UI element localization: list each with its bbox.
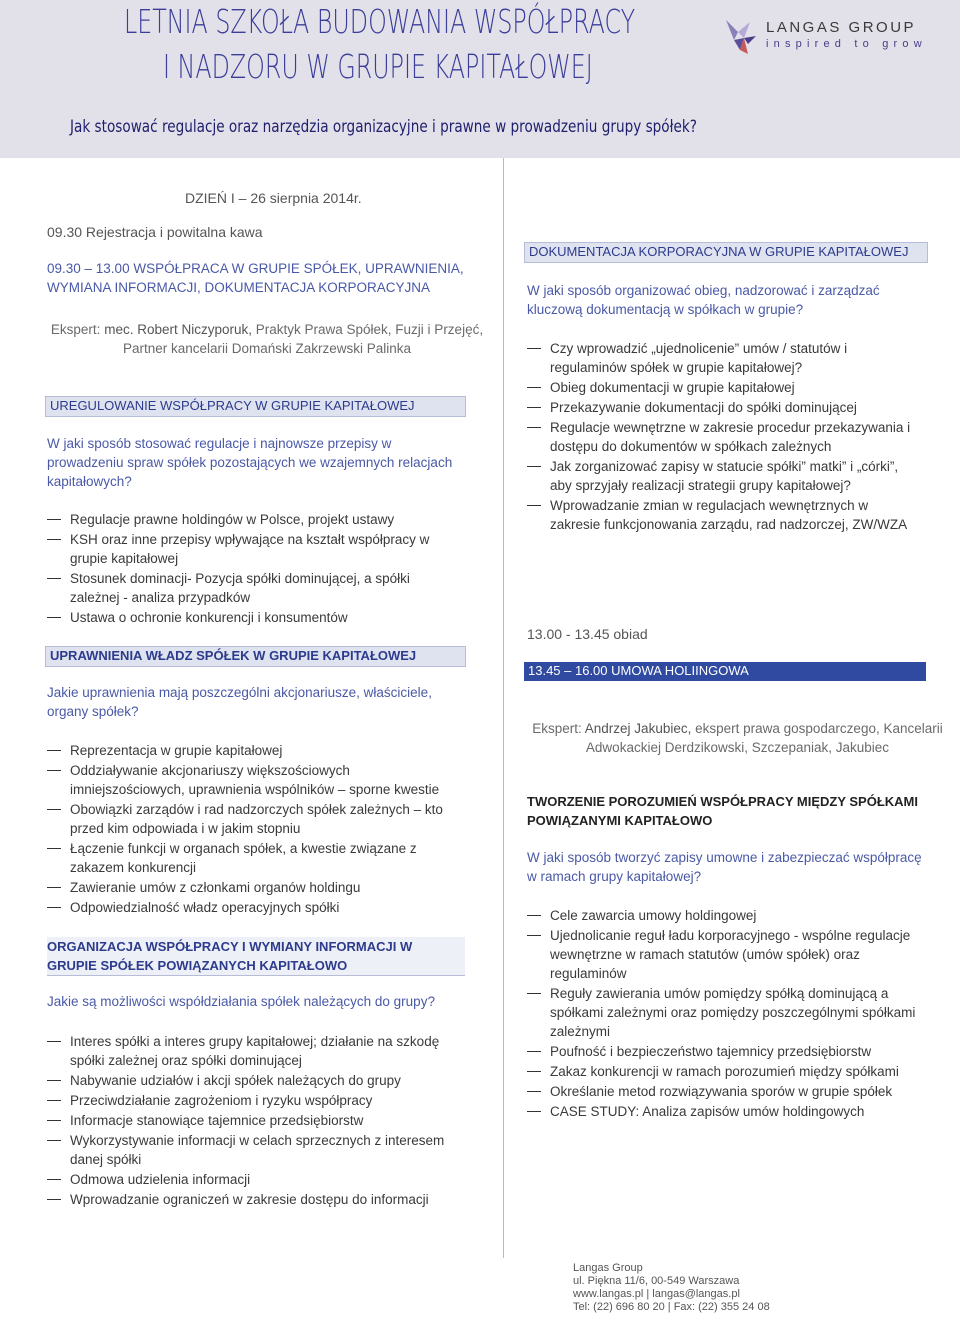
expert-two-name: Andrzej Jakubiec,: [584, 721, 692, 736]
list-item: Ustawa o ochronie konkurencji i konsumentów: [47, 608, 457, 627]
treaty-heading: TWORZENIE POROZUMIEŃ WSPÓŁPRACY MIĘDZY SPÓŁKAMI POWIĄZANYMI KAPITAŁOWO: [527, 794, 918, 828]
list-item: Czy wprowadzić „ujednolicenie” umów / statutów i regulaminów spółek w grupie kapitałowej?: [527, 339, 912, 377]
list-item: Wykorzystywanie informacji w celach sprzecznych z interesem danej spółki: [47, 1131, 467, 1169]
section-question: Jakie są możliwości współdziałania spółek należących do grupy?: [47, 994, 435, 1009]
section-three-list: [47, 1032, 467, 1210]
footer-address: ul. Piękna 11/6, 00-549 Warszawa: [573, 1275, 740, 1287]
treaty-list: [527, 906, 927, 1122]
expert-two-label: Ekspert:: [532, 721, 582, 736]
section-question: W jaki sposób stosować regulacje i najnowsze przepisy w prowadzeniu spraw spółek pozostających we wzajemnych relacjach kapitałowych?: [47, 436, 453, 489]
section-heading-bar: [45, 646, 466, 667]
expert-one-desc: Praktyk Prawa Spółek, Fuzji i Przejęć, Partner kancelarii Domański Zakrzewski Palinka: [122, 322, 484, 356]
section-heading: ORGANIZACJA WSPÓŁPRACY I WYMIANY INFORMACJI W GRUPIE SPÓŁEK POWIĄZANYCH KAPITAŁOWO: [47, 937, 465, 976]
list-item: Zawieranie umów z członkami organów holdingu: [47, 878, 457, 897]
expert-one: [47, 320, 487, 358]
session-two-title: 13.45 – 16.00 UMOWA HOLIINGOWA: [528, 663, 749, 678]
page-title-line1: LETNIA SZKOŁA BUDOWANIA WSPÓŁPRACY: [124, 2, 636, 41]
list-item: Przekazywanie dokumentacji do spółki dominującej: [527, 398, 912, 417]
logo-name: LANGAS GROUP: [766, 19, 917, 36]
footer-phone: Tel: (22) 696 80 20 | Fax: (22) 355 24 08: [573, 1301, 770, 1313]
list-item: KSH oraz inne przepisy wpływające na kształt współpracy w grupie kapitałowej: [47, 530, 457, 568]
list-item: Stosunek dominacji- Pozycja spółki dominującej, a spółki zależnej - analiza przypadków: [47, 569, 457, 607]
lunch-label: 13.00 - 13.45 obiad: [527, 626, 648, 642]
expert-two: [520, 719, 955, 757]
list-item: Reprezentacja w grupie kapitałowej: [47, 741, 457, 760]
list-item: Ujednolicanie reguł ładu korporacyjnego - wspólne regulacje wewnętrzne w ramach statutów (umów spółek) oraz regulaminów: [527, 926, 927, 983]
list-item: Obowiązki zarządów i rad nadzorczych spółek zależnych – kto przed kim odpowiada i w jakim stopniu: [47, 800, 457, 838]
section-one-list: [47, 510, 457, 628]
list-item: Łączenie funkcji w organach spółek, a kwestie związane z zakazem konkurencji: [47, 839, 457, 877]
list-item: Wprowadzanie ograniczeń w zakresie dostępu do informacji: [47, 1190, 467, 1209]
page-title-line2: I NADZORU W GRUPIE KAPITAŁOWEJ: [163, 47, 593, 86]
list-item: Cele zawarcia umowy holdingowej: [527, 906, 927, 925]
logo: [722, 14, 927, 60]
doc-list: [527, 339, 912, 535]
session-one: [47, 259, 487, 297]
registration-label: 09.30 Rejestracja i powitalna kawa: [47, 224, 263, 240]
section-heading-bar: [45, 396, 466, 417]
list-item: Odmowa udzielenia informacji: [47, 1170, 467, 1189]
list-item: Przeciwdziałanie zagrożeniom i ryzyku współpracy: [47, 1091, 467, 1110]
list-item: Nabywanie udziałów i akcji spółek należących do grupy: [47, 1071, 467, 1090]
section-two-list: [47, 741, 457, 918]
logo-tagline: inspired to grow: [766, 38, 927, 50]
doc-heading-bar: [524, 242, 928, 263]
hummingbird-icon: [722, 14, 760, 60]
section-heading: UPRAWNIENIA WŁADZ SPÓŁEK W GRUPIE KAPITAŁOWEJ: [50, 648, 417, 663]
list-item: Obieg dokumentacji w grupie kapitałowej: [527, 378, 912, 397]
header-banner: [0, 0, 960, 158]
list-item: Regulacje wewnętrzne w zakresie procedur przekazywania i dostępu do dokumentów w spółkach zależnych: [527, 418, 912, 456]
list-item: Poufność i bezpieczeństwo tajemnicy przedsiębiorstw: [527, 1042, 927, 1061]
doc-question: W jaki sposób organizować obieg, nadzorować i zarządzać kluczową dokumentacją w spółkach w grupie?: [527, 283, 880, 317]
list-item: CASE STUDY: Analiza zapisów umów holdingowych: [527, 1102, 927, 1121]
session-one-title: WSPÓŁPRACA W GRUPIE SPÓŁEK, UPRAWNIENIA, WYMIANA INFORMACJI, DOKUMENTACJA KORPORACYJNA: [47, 261, 464, 295]
list-item: Regulacje prawne holdingów w Polsce, projekt ustawy: [47, 510, 457, 529]
list-item: Wprowadzanie zmian w regulacjach wewnętrznych w zakresie funkcjonowania zarządu, rad nadzorczej, ZW/WZA: [527, 496, 912, 534]
footer-company: Langas Group: [573, 1262, 643, 1274]
footer: [573, 1262, 770, 1314]
list-item: Określanie metod rozwiązywania sporów w grupie spółek: [527, 1082, 927, 1101]
section-question: Jakie uprawnienia mają poszczególni akcjonariusze, właściciele, organy spółek?: [47, 685, 432, 719]
treaty-question: W jaki sposób tworzyć zapisy umowne i zabezpieczać współpracę w ramach grupy kapitałowej?: [527, 850, 922, 884]
expert-one-name: mec. Robert Niczyporuk,: [104, 322, 252, 337]
footer-web-email: www.langas.pl | langas@langas.pl: [573, 1288, 740, 1300]
doc-heading: DOKUMENTACJA KORPORACYJNA W GRUPIE KAPITAŁOWEJ: [529, 244, 909, 259]
expert-one-label: Ekspert:: [50, 322, 101, 337]
list-item: Informacje stanowiące tajemnice przedsiębiorstw: [47, 1111, 467, 1130]
day-label: DZIEŃ I – 26 sierpnia 2014r.: [185, 190, 362, 206]
list-item: Odpowiedzialność władz operacyjnych spółki: [47, 898, 457, 917]
page-subtitle: Jak stosować regulacje oraz narzędzia organizacyjne i prawne w prowadzeniu grupy spółek?: [70, 117, 697, 137]
session-two-bar: [524, 662, 926, 681]
list-item: Zakaz konkurencji w ramach porozumień między spółkami: [527, 1062, 927, 1081]
expert-two-desc: ekspert prawa gospodarczego, Kancelarii Adwokackiej Derdzikowski, Szczepaniak, Jakubiec: [585, 721, 943, 755]
column-divider: [503, 158, 504, 1258]
list-item: Jak zorganizować zapisy w statucie spółki” matki” i „córki”, aby sprzyjały realizacji strategii grupy kapitałowej?: [527, 457, 912, 495]
section-heading: UREGULOWANIE WSPÓŁPRACY W GRUPIE KAPITAŁOWEJ: [50, 398, 415, 413]
list-item: Interes spółki a interes grupy kapitałowej; działanie na szkodę spółki zależnej oraz spółki dominującej: [47, 1032, 467, 1070]
list-item: Reguły zawierania umów pomiędzy spółką dominującą a spółkami zależnymi oraz pomiędzy poszczególnymi spółkami zależnymi: [527, 984, 927, 1041]
list-item: Oddziaływanie akcjonariuszy większościowych imniejszościowych, uprawnienia wspólników – sporne kwestie: [47, 761, 457, 799]
session-one-time: 09.30 – 13.00: [47, 261, 130, 276]
